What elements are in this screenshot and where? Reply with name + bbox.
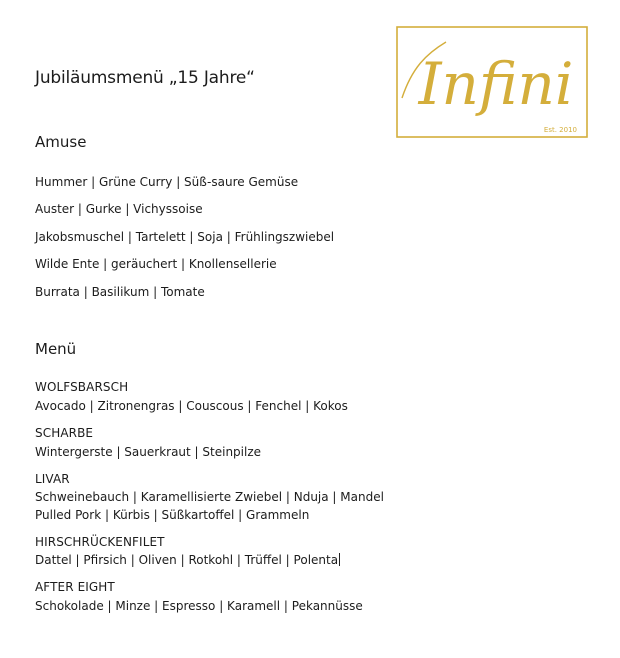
- text-cursor: [339, 553, 340, 566]
- logo-wordmark: Infini: [418, 50, 574, 118]
- course-name: SCHARBE: [35, 426, 94, 440]
- menu-title: Jubiläumsmenü „15 Jahre“: [35, 68, 255, 88]
- course-details: Wintergerste | Sauerkraut | Steinpilze: [35, 445, 262, 459]
- course-details: Pulled Pork | Kürbis | Süßkartoffel | Grammeln: [35, 508, 310, 522]
- amuse-item: Wilde Ente | geräuchert | Knollensellerie: [35, 257, 277, 271]
- amuse-heading: Amuse: [35, 133, 87, 151]
- course-details: Avocado | Zitronengras | Couscous | Fenchel | Kokos: [35, 399, 348, 413]
- amuse-item: Auster | Gurke | Vichyssoise: [35, 202, 203, 216]
- course-name: AFTER EIGHT: [35, 580, 115, 594]
- menu-heading: Menü: [35, 340, 77, 358]
- course-details-text[interactable]: Dattel | Pfirsich | Oliven | Rotkohl | Trüffel | Polenta: [35, 553, 339, 567]
- course-name: HIRSCHRÜCKENFILET: [35, 535, 165, 549]
- course-details: Schokolade | Minze | Espresso | Karamell | Pekannüsse: [35, 599, 363, 613]
- amuse-item: Burrata | Basilikum | Tomate: [35, 285, 205, 299]
- course-details: Schweinebauch | Karamellisierte Zwiebel | Nduja | Mandel: [35, 490, 384, 504]
- amuse-item: Hummer | Grüne Curry | Süß-saure Gemüse: [35, 175, 299, 189]
- amuse-item: Jakobsmuschel | Tartelett | Soja | Frühlingszwiebel: [35, 230, 335, 244]
- infini-logo: [396, 26, 588, 138]
- course-name: WOLFSBARSCH: [35, 380, 129, 394]
- logo-established: Est. 2010: [543, 126, 577, 134]
- course-name: LIVAR: [35, 472, 70, 486]
- course-details[interactable]: [35, 553, 340, 567]
